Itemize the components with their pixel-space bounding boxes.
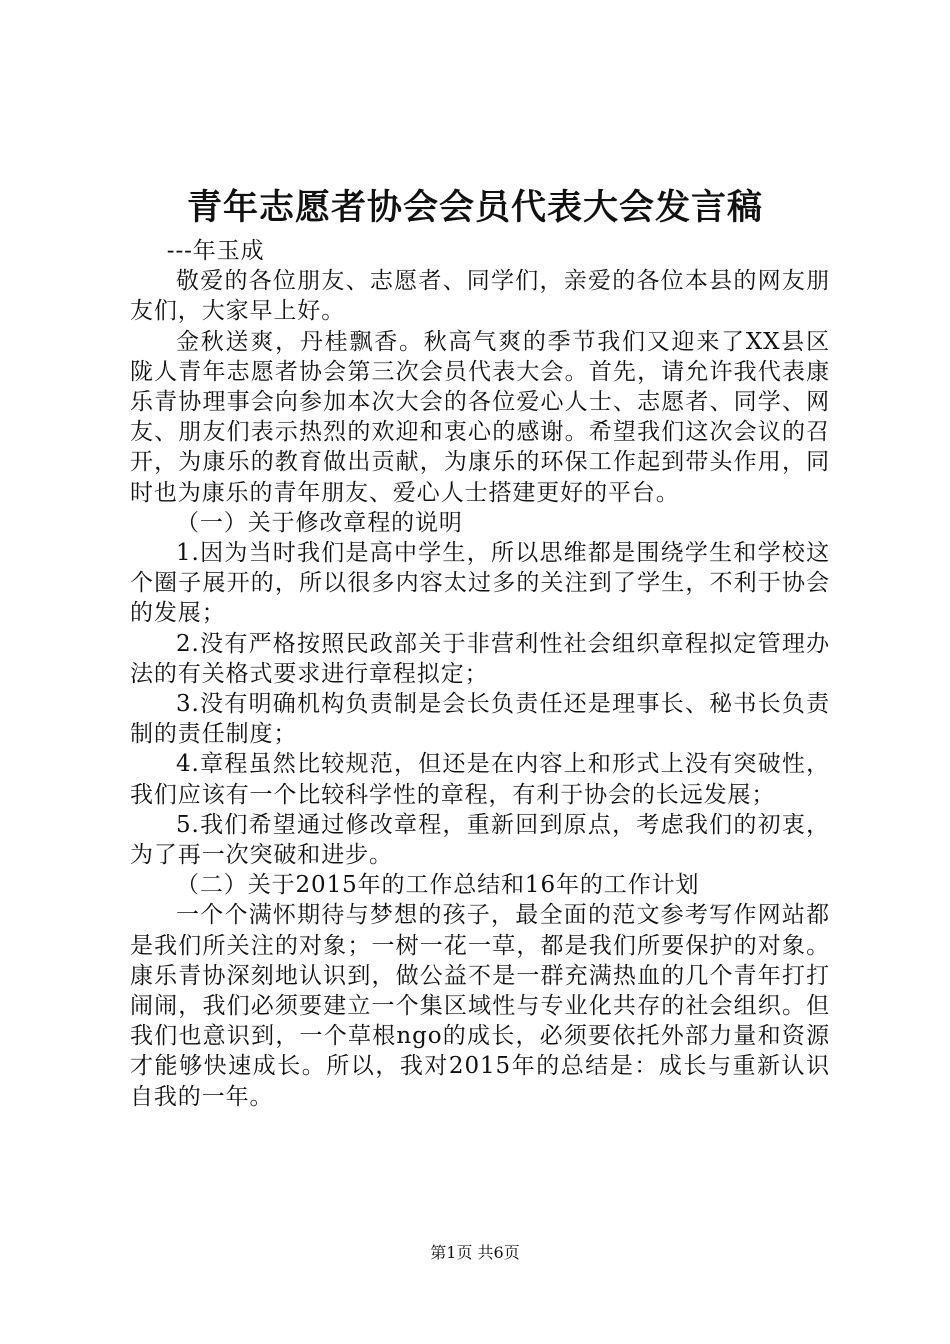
list-item-2: 2.没有严格按照民政部关于非营利性社会组织章程拟定管理办法的有关格式要求进行章程拟定； <box>130 630 830 687</box>
section-heading-2: （二）关于2015年的工作总结和16年的工作计划 <box>176 872 700 899</box>
section-heading-1: （一）关于修改章程的说明 <box>176 509 463 536</box>
author-line: ---年玉成 <box>166 238 265 264</box>
list-item-1: 1.因为当时我们是高中学生，所以思维都是围绕学生和学校这个圈子展开的，所以很多内容太过多的关注到了学生，不利于协会的发展； <box>130 540 830 627</box>
document-body <box>130 236 830 1112</box>
page-footer: 第1页 共6页 <box>430 1243 520 1262</box>
document-title: 青年志愿者协会会员代表大会发言稿 <box>186 188 763 228</box>
list-item-4: 4.章程虽然比较规范，但还是在内容上和形式上没有突破性，我们应该有一个比较科学性的章程，有利于协会的长远发展； <box>130 751 830 808</box>
paragraph-greeting: 敬爱的各位朋友、志愿者、同学们，亲爱的各位本县的网友朋友们，大家早上好。 <box>130 268 830 325</box>
list-item-3: 3.没有明确机构负责制是会长负责任还是理事长、秘书长负责制的责任制度； <box>130 691 830 748</box>
paragraph-opening: 金秋送爽，丹桂飘香。秋高气爽的季节我们又迎来了XX县区陇人青年志愿者协会第三次会员代表大会。首先，请允许我代表康乐青协理事会向参加本次大会的各位爱心人士、志愿者、同学、网友、朋友们表示热烈的欢迎和衷心的感谢。希望我们这次会议的召开，为康乐的教育做出贡献，为康乐的环保工作起到带头作用，同时也为康乐的青年朋友、爱心人士搭建更好的平台。 <box>130 328 830 506</box>
list-item-5: 5.我们希望通过修改章程，重新回到原点，考虑我们的初衷，为了再一次突破和进步。 <box>130 811 830 869</box>
paragraph-summary: 一个个满怀期待与梦想的孩子，最全面的范文参考写作网站都是我们所关注的对象；一树一花一草，都是我们所要保护的对象。康乐青协深刻地认识到，做公益不是一群充满热血的几个青年打打闹闹，我们必须要建立一个集区域性与专业化共存的社会组织。但我们也意识到，一个草根ngo的成长，必须要依托外部力量和资源才能够快速成长。所以，我对2015年的总结是：成长与重新认识自我的一年。 <box>130 902 830 1110</box>
